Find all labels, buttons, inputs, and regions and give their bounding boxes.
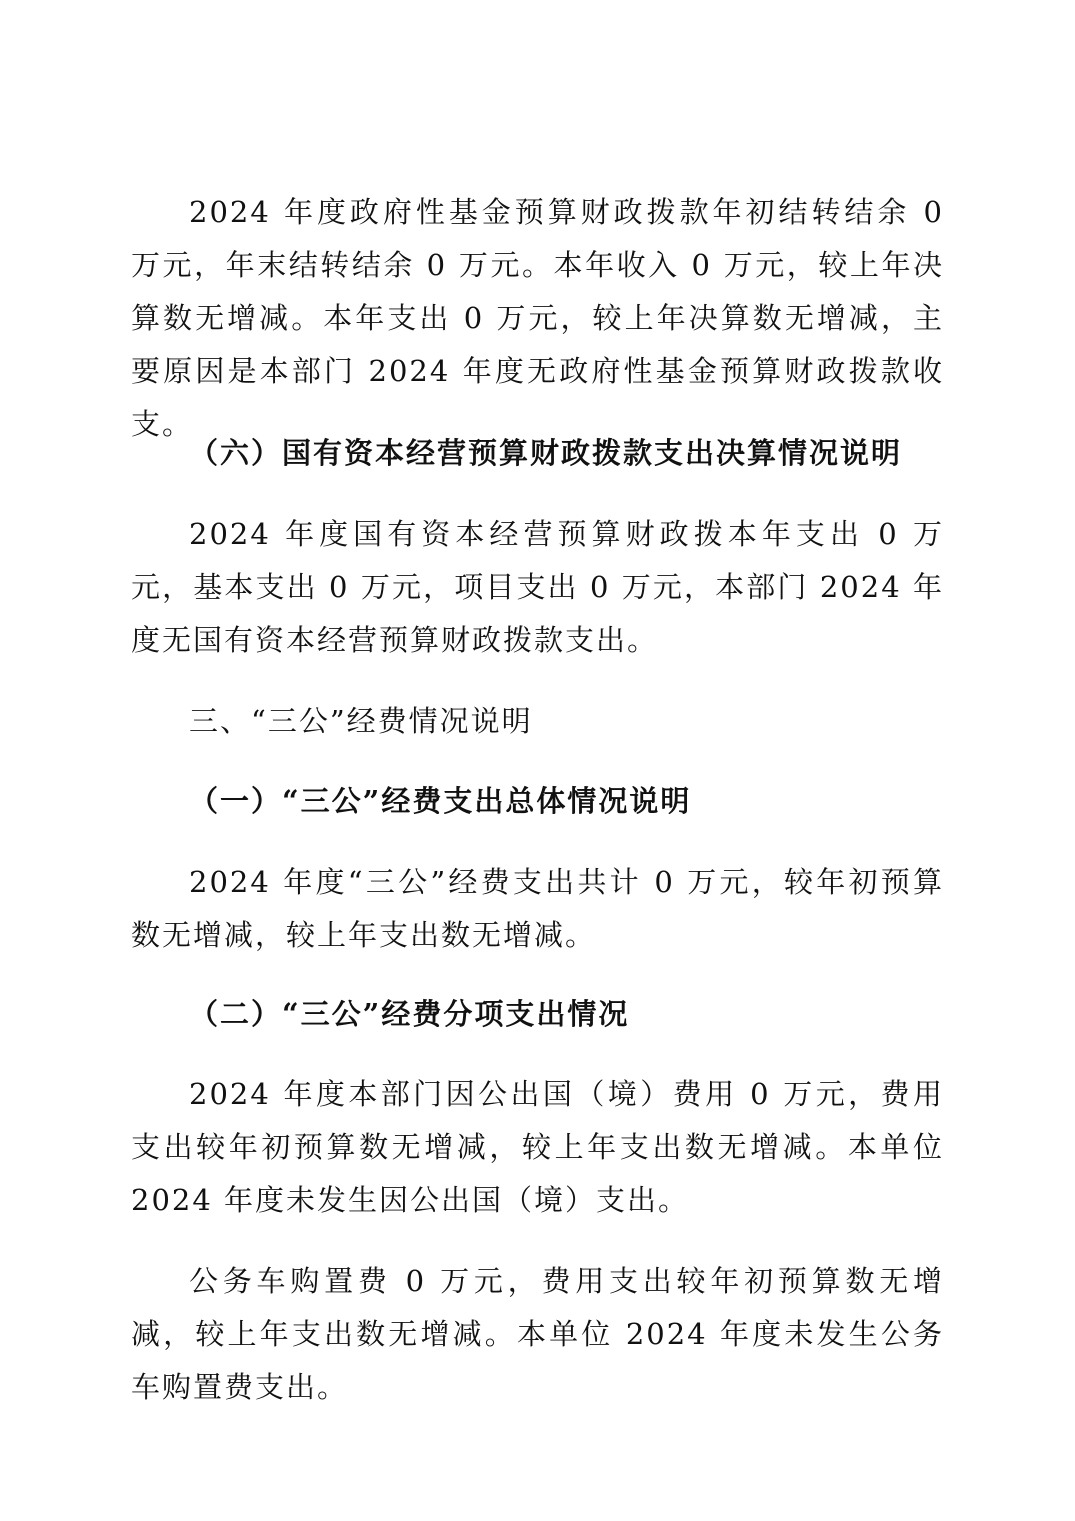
paragraph-overseas-travel: 2024 年度本部门因公出国（境）费用 0 万元，费用支出较年初预算数无增减，较上年支出数无增减。本单位 2024 年度未发生因公出国（境）支出。	[131, 1077, 944, 1217]
paragraph-vehicle-purchase: 公务车购置费 0 万元，费用支出较年初预算数无增减，较上年支出数无增减。本单位 2024 年度未发生公务车购置费支出。	[131, 1264, 944, 1404]
paragraph-three-public-overall: 2024 年度“三公”经费支出共计 0 万元，较年初预算数无增减，较上年支出数无增减。	[131, 865, 944, 952]
heading-three-public-expenses: 三、“三公”经费情况说明	[189, 704, 533, 738]
paragraph-government-fund-budget: 2024 年度政府性基金预算财政拨款年初结转结余 0 万元，年末结转结余 0 万元。本年收入 0 万元，较上年决算数无增减。本年支出 0 万元，较上年决算数无增减，主要原因是本部门 2024 年度无政府性基金预算财政拨款收支。	[131, 195, 944, 441]
heading-three-public-overall: （一）“三公”经费支出总体情况说明	[189, 784, 692, 818]
heading-three-public-items: （二）“三公”经费分项支出情况	[189, 997, 630, 1031]
paragraph-state-capital-budget: 2024 年度国有资本经营预算财政拨本年支出 0 万元，基本支出 0 万元，项目支出 0 万元，本部门 2024 年度无国有资本经营预算财政拨款支出。	[131, 517, 944, 657]
heading-state-capital-budget: （六）国有资本经营预算财政拨款支出决算情况说明	[189, 436, 903, 470]
